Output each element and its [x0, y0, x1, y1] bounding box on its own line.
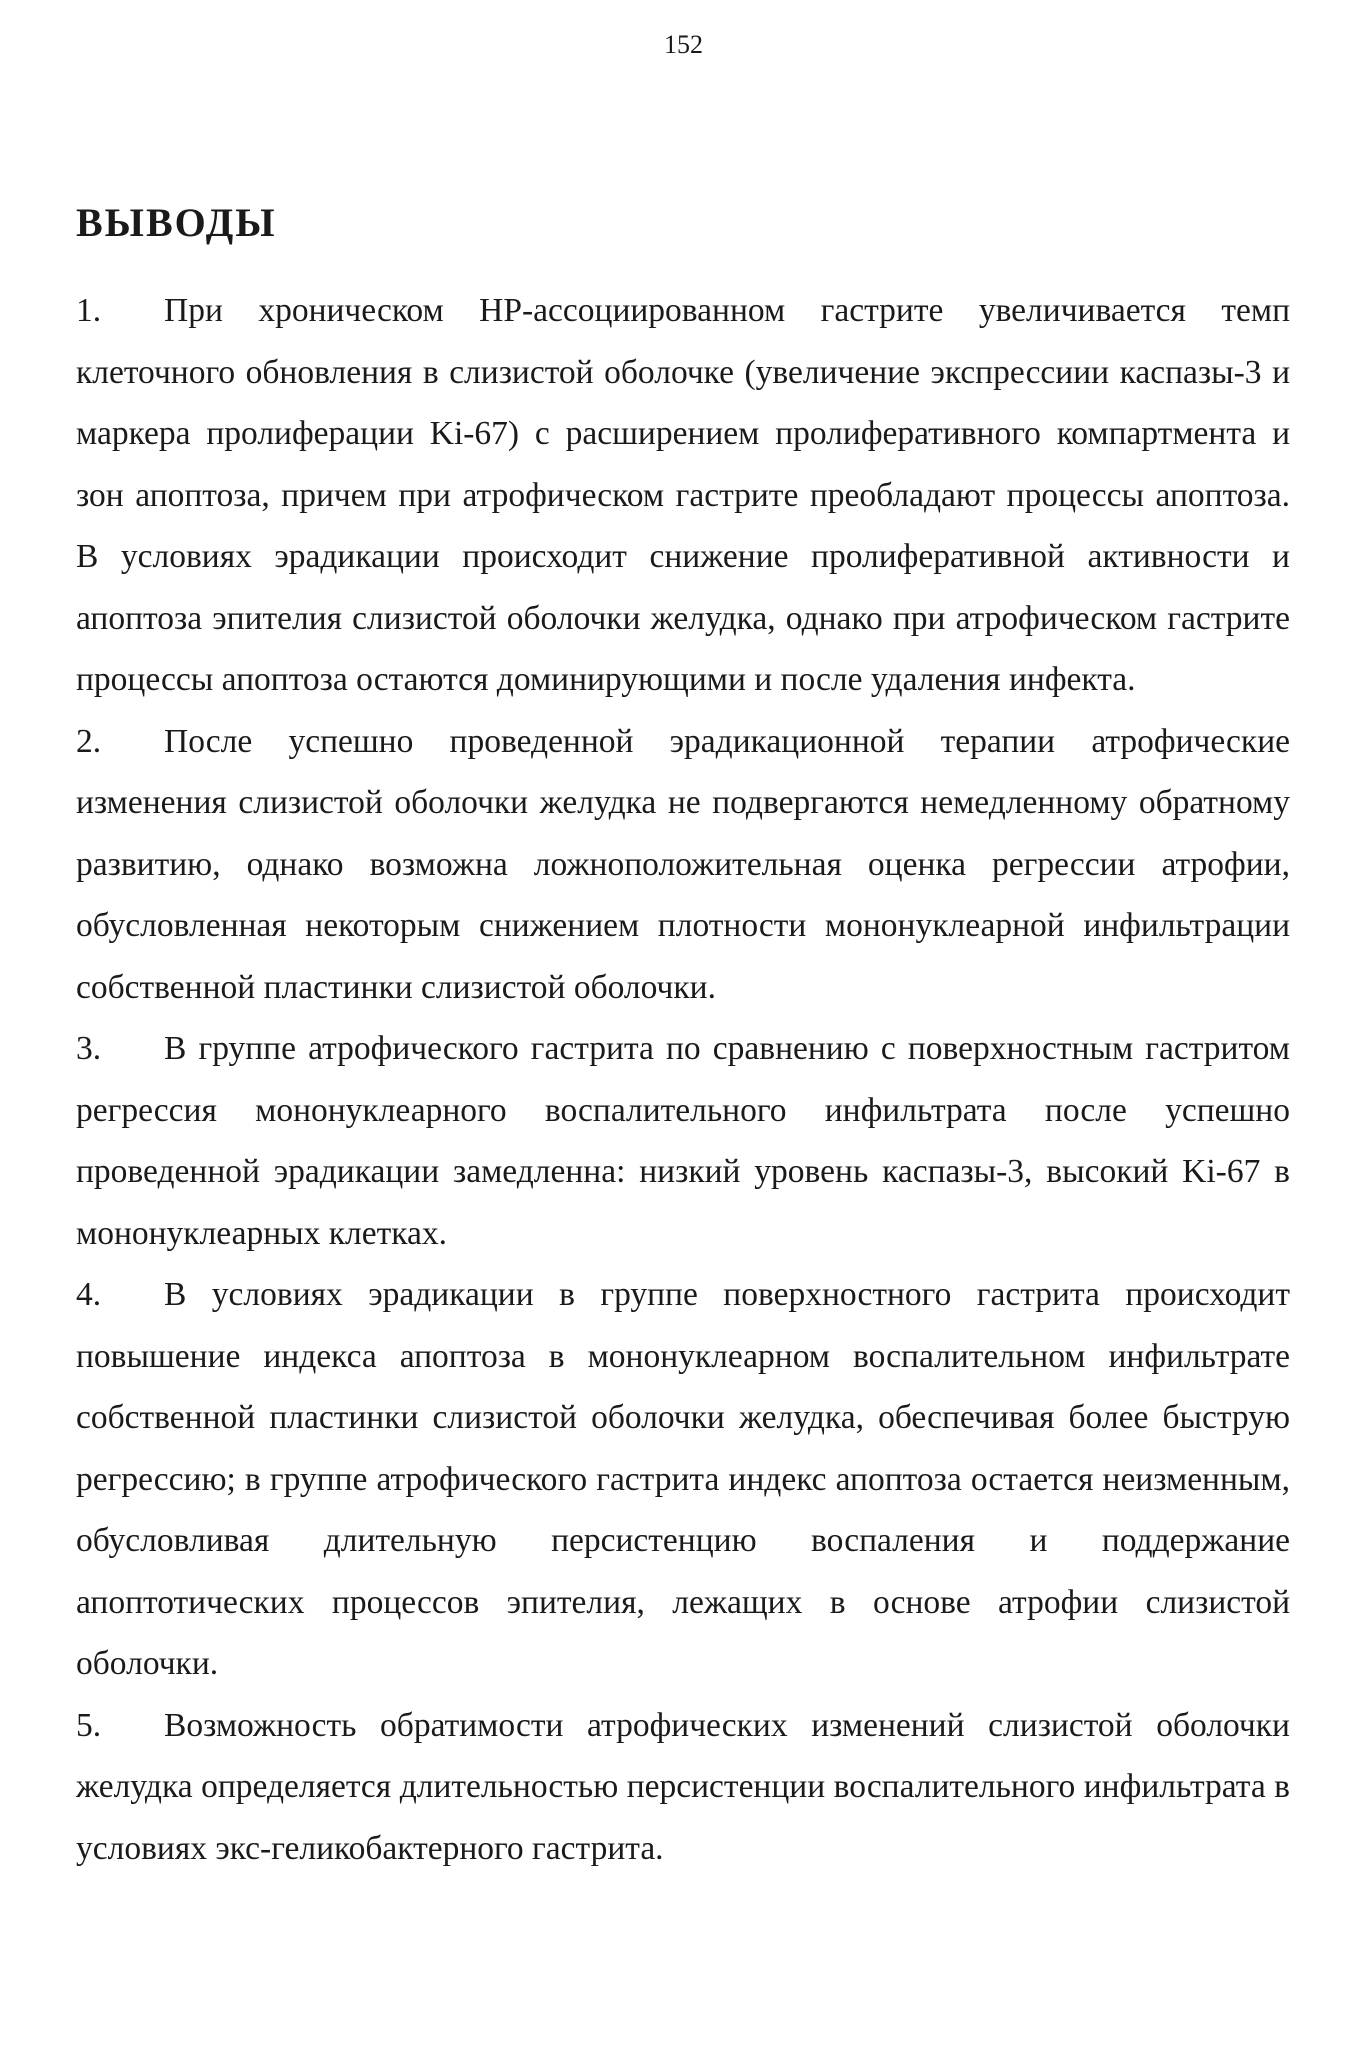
- conclusion-item-4: [76, 1264, 1290, 1695]
- conclusion-text: В условиях эрадикации в группе поверхностного гастрита происходит повышение индекса апоптоза в мононуклеарном воспалительном инфильтрате собственной пластинки слизистой оболочки желудка, обеспечивая более быструю регрессию; в группе атрофического гастрита индекс апоптоза остается неизменным, обусловливая длительную персистенцию воспаления и поддержание апоптотических процессов эпителия, лежащих в основе атрофии слизистой оболочки.: [76, 1276, 1290, 1682]
- conclusion-item-3: [76, 1018, 1290, 1264]
- conclusion-text: В группе атрофического гастрита по сравнению с поверхностным гастритом регрессия мононуклеарного воспалительного инфильтрата после успешно проведенной эрадикации замедленна: низкий уровень каспазы-3, высокий Ki-67 в мононуклеарных клетках.: [76, 1030, 1290, 1252]
- section-heading: ВЫВОДЫ: [76, 200, 277, 245]
- conclusion-item-2: [76, 711, 1290, 1019]
- conclusions-list: [76, 280, 1290, 1879]
- conclusion-number: 3.: [76, 1030, 102, 1067]
- conclusion-item-1: [76, 280, 1290, 711]
- conclusion-text: Возможность обратимости атрофических изменений слизистой оболочки желудка определяется длительностью персистенции воспалительного инфильтрата в условиях экс-геликобактерного гастрита.: [76, 1706, 1290, 1867]
- conclusion-item-5: [76, 1695, 1290, 1880]
- conclusion-number: 4.: [76, 1276, 102, 1313]
- conclusion-number: 1.: [76, 292, 102, 329]
- conclusion-number: 2.: [76, 722, 102, 760]
- page-number: 152: [664, 30, 703, 59]
- conclusion-number: 5.: [76, 1706, 102, 1744]
- conclusion-text: При хроническом НР-ассоциированном гастрите увеличивается темп клеточного обновления в слизистой оболочке (увеличение экспрессиии каспазы-3 и маркера пролиферации Ki-67) с расширением пролиферативного компартмента и зон апоптоза, причем при атрофическом гастрите преобладают процессы апоптоза. В условиях эрадикации происходит снижение пролиферативной активности и апоптоза эпителия слизистой оболочки желудка, однако при атрофическом гастрите процессы апоптоза остаются доминирующими и после удаления инфекта.: [76, 292, 1290, 698]
- conclusion-text: После успешно проведенной эрадикационной терапии атрофические изменения слизистой оболочки желудка не подвергаются немедленному обратному развитию, однако возможна ложноположительная оценка регрессии атрофии, обусловленная некоторым снижением плотности мононуклеарной инфильтрации собственной пластинки слизистой оболочки.: [76, 722, 1290, 1006]
